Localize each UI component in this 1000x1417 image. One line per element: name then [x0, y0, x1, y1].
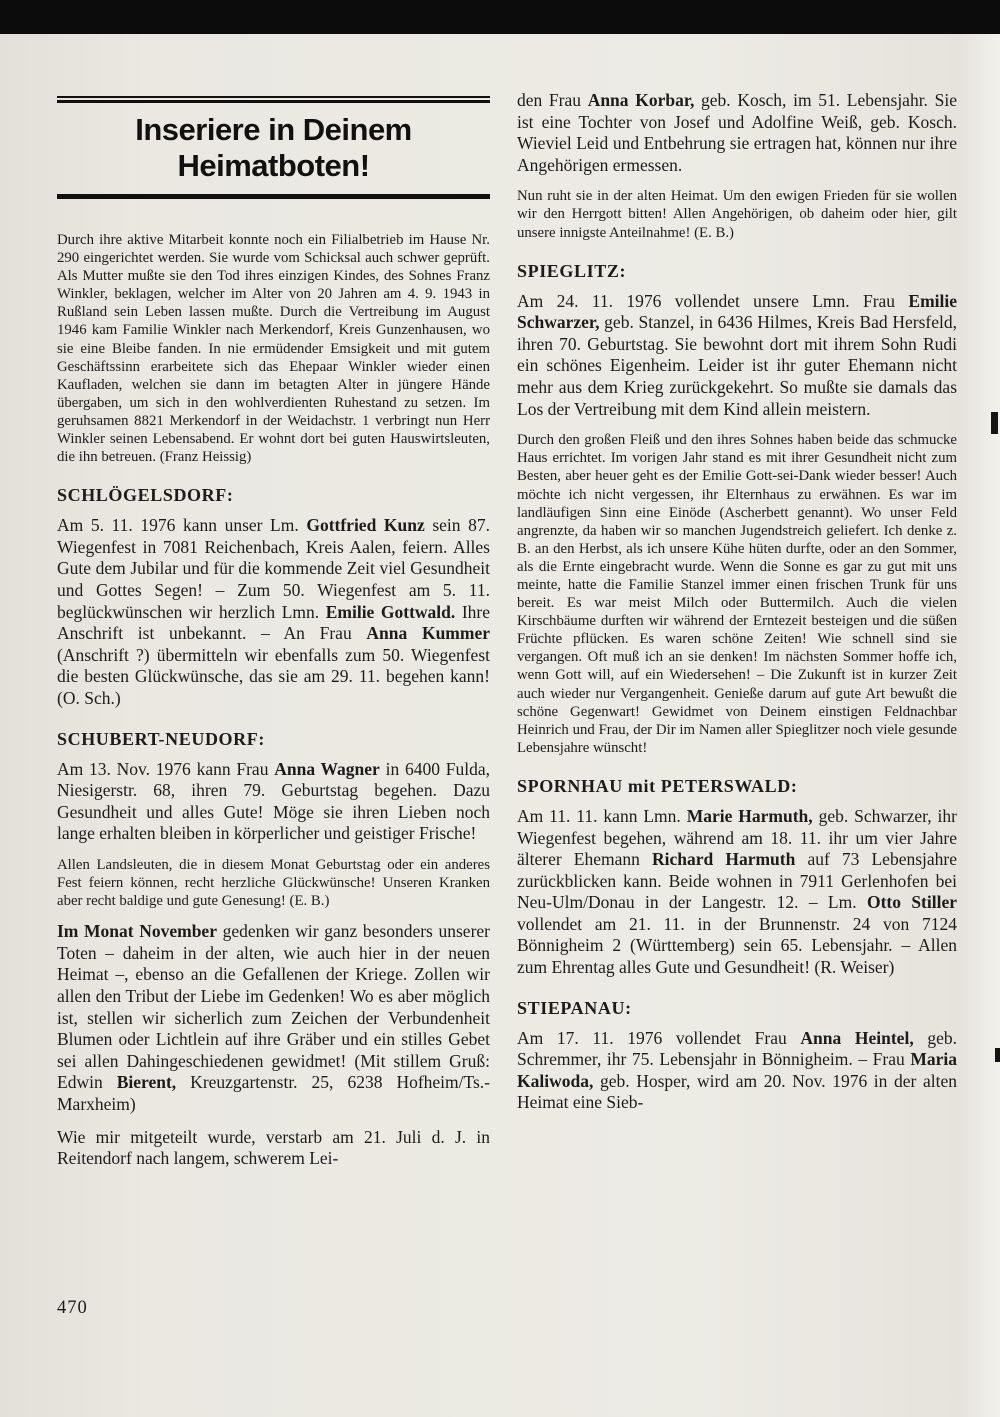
ad-box-bottom-rule: [57, 194, 490, 199]
section-heading: SCHUBERT-NEUDORF:: [57, 728, 265, 749]
scan-artifact-top-bar: [0, 0, 1000, 34]
body-paragraph: Am 11. 11. kann Lmn. Marie Harmuth, geb. Schwarzer, ihr Wiegenfest begehen, während am 18. 11. ihr um vier Jahre älterer Ehemann Richard Harmuth auf 73 Lebensjahre zurückblicken kann. Beide wohnen in 7911 Gerlenhofen bei Neu-Ulm/Donau in der Langestr. 12. – Lm. Otto Stiller vollendet am 21. 11. in der Brunnenstr. 24 von 7124 Bönnigheim 2 (Württemberg) sein 65. Lebensjahr. – Allen zum Ehrentag alles Gute und Gesundheit! (R. Weiser): [517, 805, 958, 978]
body-paragraph: Durch den großen Fleiß und den ihres Sohnes haben beide das schmucke Haus errichtet. Im vorigen Jahr stand es mit ihrer Gesundheit nicht zum Besten, aber heuer geht es der Emilie Gott-sei-Dank wieder besser! Auch möchte ich nicht vergessen, ihr Elternhaus zu erwähnen. Es war im landläufigen Sinn eine Einöde (Ascherbett genannt). Wo unser Feld angrenzte, da haben wir so manchen Jugendstreich geliefert. Ich denke z. B. an den Herbst, als ich unsere Kühe hüten durfte, oder an den Sommer, als die Ernte eingebracht wurde. Wenn die Sonne es gar zu gut mit uns meinte, hatte die Familie Stanzel immer einen frischen Trunk für uns bereit. Es war meist Milch oder Buttermilch. Auch die vielen Kirschbäume durften wir während der Erntezeit besteigen und die süßen Früchte pflücken. Es waren schöne Zeiten! Wie schnell sind sie vergangen. Oft muß ich an sie denken! Im nächsten Sommer hoffe ich, wenn Gott will, auf ein Wiedersehen! – Die Zukunft ist in kurzer Zeit auch wieder nur Vergangenheit. Genieße darum auf gute Art bewußt die schöne Gegenwart! Gewidmet von Deinem einstigen Feldnachbar Heinrich und Frau, der Dir im Namen aller Spieglitzer noch viele gesunde Lebensjahre wünscht!: [517, 432, 957, 756]
body-paragraph: den Frau Anna Korbar, geb. Kosch, im 51. Lebensjahr. Sie ist eine Tochter von Josef und Adolfine Weiß, geb. Kosch. Wieviel Leid und Entbehrung sie ertragen hat, können nur ihre Angehörigen ermessen.: [517, 90, 957, 175]
body-paragraph: Nun ruht sie in der alten Heimat. Um den ewigen Frieden für sie wollen wir den Herrgott bitten! Allen Angehörigen, ob daheim oder hier, gilt unsere innigste Anteilnahme! (E. B.): [517, 188, 957, 241]
body-paragraph: Am 24. 11. 1976 vollendet unsere Lmn. Frau Emilie Schwarzer, geb. Stanzel, in 6436 Hilmes, Kreis Bad Hersfeld, ihren 70. Geburtstag. Sie bewohnt dort mit ihrem Sohn Rudi ein schönes Eigenheim. Leider ist ihr guter Ehemann nicht mehr aus dem Krieg zurückgekehrt. So mußte sie damals das Los der Vertreibung mit dem Kind allein meistern.: [517, 290, 957, 419]
body-paragraph: Wie mir mitgeteilt wurde, verstarb am 21. Juli d. J. in Reitendorf nach langem, schwerem Lei-: [57, 1126, 490, 1169]
right-column: [517, 90, 957, 1125]
scan-artifact-mark: [991, 412, 998, 434]
ad-headline: Inseriere in Deinem Heimatboten!: [135, 112, 412, 183]
scan-artifact-mark: [995, 1048, 1000, 1062]
right-column-blocks: [517, 90, 957, 1114]
ad-box: [57, 96, 490, 199]
section-heading: STIEPANAU:: [517, 997, 632, 1018]
body-paragraph: Im Monat November gedenken wir ganz besonders unserer Toten – daheim in der alten, wie auch hier in der neuen Heimat –, ebenso an die Gefallenen der Kriege. Zollen wir allen den Tribut der Liebe im Gedenken! Wo es aber möglich ist, stellen wir sicherlich zum Zeichen der Verbundenheit Blumen oder Lichtlein auf ihre Gräber und ein stilles Gebet sei allen Dahingeschiedenen gewidmet! (Mit stillem Gruß: Edwin Bierent, Kreuzgartenstr. 25, 6238 Hofheim/Ts.-Marxheim): [57, 921, 490, 1114]
section-heading: SPORNHAU mit PETERSWALD:: [517, 775, 798, 796]
body-paragraph: Am 17. 11. 1976 vollendet Frau Anna Heintel, geb. Schremmer, ihr 75. Lebensjahr in Bönnigheim. – Frau Maria Kaliwoda, geb. Hosper, wird am 20. Nov. 1976 in der alten Heimat eine Sieb-: [517, 1027, 957, 1113]
body-paragraph: Am 13. Nov. 1976 kann Frau Anna Wagner in 6400 Fulda, Niesigerstr. 68, ihren 79. Geburtstag begehen. Dazu Gesundheit und alles Gute! Möge sie ihren Lieben noch lange erhalten bleiben in körperlicher und geistiger Frische!: [57, 758, 490, 844]
left-column: [57, 96, 490, 1181]
ad-box-top-rule: [57, 96, 490, 103]
section-heading: SCHLÖGELSDORF:: [57, 485, 234, 506]
body-paragraph: Allen Landsleuten, die in diesem Monat Geburtstag oder ein anderes Fest feiern können, recht herzliche Glückwünsche! Unseren Kranken aber recht baldige und gute Genesung! (E. B.): [57, 856, 490, 910]
page-number: 470: [57, 1298, 88, 1318]
body-paragraph: Am 5. 11. 1976 kann unser Lm. Gottfried Kunz sein 87. Wiegenfest in 7081 Reichenbach, Kreis Aalen, feiern. Alles Gute dem Jubilar und für die kommende Zeit viel Gesundheit und Gottes Segen! – Zum 50. Wiegenfest am 5. 11. beglückwünschen wir herzlich Lmn. Emilie Gottwald. Ihre Anschrift ist unbekannt. – An Frau Anna Kummer (Anschrift ?) übermitteln wir ebenfalls zum 50. Wiegenfest die besten Glückwünsche, das sie am 29. 11. begehen kann! (O. Sch.): [57, 515, 491, 708]
section-heading: SPIEGLITZ:: [517, 260, 627, 281]
left-column-blocks: [57, 231, 490, 1170]
body-paragraph: Durch ihre aktive Mitarbeit konnte noch ein Filialbetrieb im Hause Nr. 290 eingerichtet werden. Sie wurde vom Schicksal auch schwer geprüft. Als Mutter mußte sie den Tod ihres einzigen Kindes, des Sohnes Franz Winkler, beklagen, welcher im Alter von 20 Jahren am 4. 9. 1943 in Rußland sein Leben lassen mußte. Durch die Vertreibung im August 1946 kam Familie Winkler nach Merkendorf, Kreis Gunzenhausen, wo sie eine Bleibe fanden. In nie ermüdender Emsigkeit und mit gutem Geschäftssinn erarbeitete sich das Ehepaar Winkler wieder einen Kaufladen, welchen sie dann im betagten Alter in jüngere Hände übergaben, um sich in den wohlverdienten Ruhestand zu setzen. Im geruhsamen 8821 Merkendorf in der Weidachstr. 1 verbringt nun Herr Winkler seinen Lebensabend. Er wohnt dort bei guten Hauswirtsleuten, die ihn betreuen. (Franz Heissig): [57, 232, 490, 466]
